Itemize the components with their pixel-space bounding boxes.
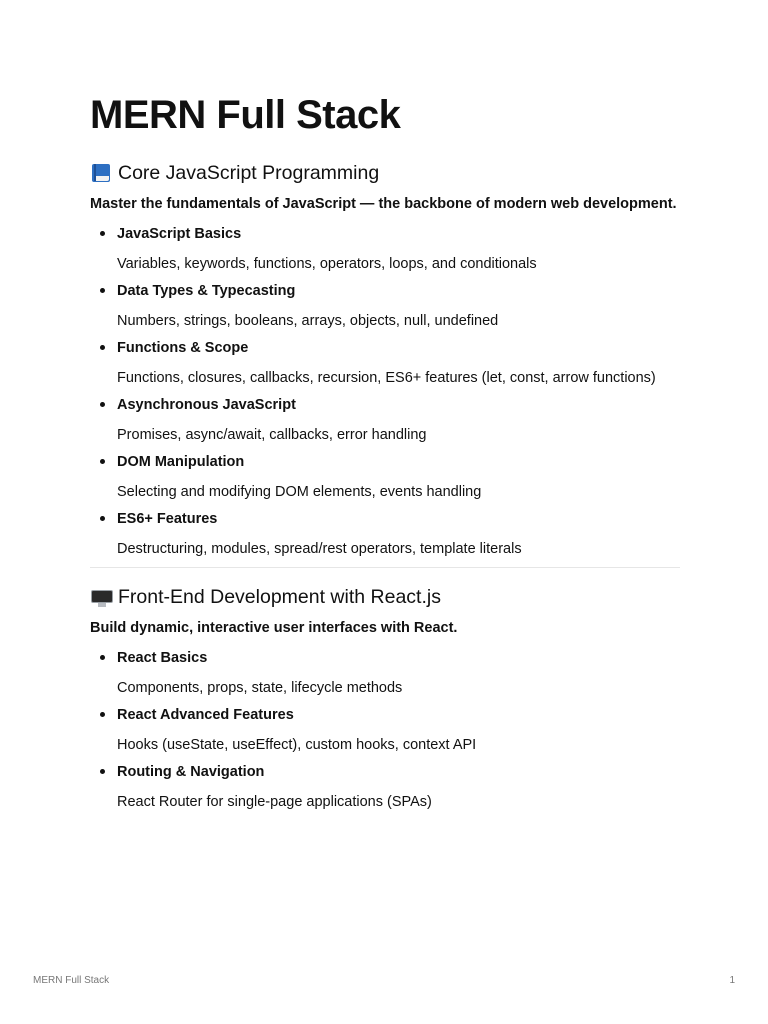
list-item — [90, 336, 680, 390]
book-icon — [90, 162, 114, 184]
bullet-icon — [100, 459, 105, 464]
section-intro: Build dynamic, interactive user interfaces with React. — [90, 620, 458, 636]
item-title: DOM Manipulation — [117, 454, 245, 470]
topic-list — [90, 646, 680, 814]
section-core-javascript — [90, 160, 680, 561]
item-title: JavaScript Basics — [117, 226, 242, 242]
item-title: Routing & Navigation — [117, 764, 265, 780]
list-item — [90, 646, 680, 700]
item-description: Selecting and modifying DOM elements, events handling — [117, 484, 482, 500]
topic-list — [90, 222, 680, 561]
monitor-icon — [90, 586, 114, 608]
item-description: Destructuring, modules, spread/rest operators, template literals — [117, 541, 522, 557]
section-divider — [90, 567, 680, 568]
item-description: Numbers, strings, booleans, arrays, objects, null, undefined — [117, 313, 499, 329]
bullet-icon — [100, 655, 105, 660]
bullet-icon — [100, 345, 105, 350]
item-description: Hooks (useState, useEffect), custom hooks, context API — [117, 737, 477, 753]
bullet-icon — [100, 231, 105, 236]
footer-page-number: 1 — [729, 975, 735, 986]
item-title: React Advanced Features — [117, 707, 294, 723]
section-heading-text: Front-End Development with React.js — [118, 586, 441, 608]
bullet-icon — [100, 769, 105, 774]
section-intro: Master the fundamentals of JavaScript — the backbone of modern web development. — [90, 196, 677, 212]
list-item — [90, 222, 680, 276]
list-item — [90, 450, 680, 504]
list-item — [90, 279, 680, 333]
item-description: Promises, async/await, callbacks, error handling — [117, 427, 427, 443]
item-title: Asynchronous JavaScript — [117, 397, 296, 413]
list-item — [90, 507, 680, 561]
document-page — [90, 90, 680, 816]
bullet-icon — [100, 712, 105, 717]
footer-document-title: MERN Full Stack — [33, 975, 110, 986]
item-description: Variables, keywords, functions, operators, loops, and conditionals — [117, 256, 537, 272]
section-heading — [90, 160, 680, 186]
item-description: React Router for single-page applications (SPAs) — [117, 794, 432, 810]
bullet-icon — [100, 516, 105, 521]
page-title: MERN Full Stack — [90, 93, 401, 137]
item-title: React Basics — [117, 650, 208, 666]
item-title: ES6+ Features — [117, 511, 218, 527]
section-heading-text: Core JavaScript Programming — [118, 162, 380, 184]
item-description: Components, props, state, lifecycle methods — [117, 680, 403, 696]
item-description: Functions, closures, callbacks, recursion, ES6+ features (let, const, arrow functions) — [117, 370, 656, 386]
list-item — [90, 393, 680, 447]
section-react-frontend — [90, 584, 680, 814]
item-title: Functions & Scope — [117, 340, 249, 356]
section-heading — [90, 584, 680, 610]
item-title: Data Types & Typecasting — [117, 283, 296, 299]
list-item — [90, 703, 680, 757]
bullet-icon — [100, 288, 105, 293]
bullet-icon — [100, 402, 105, 407]
list-item — [90, 760, 680, 814]
